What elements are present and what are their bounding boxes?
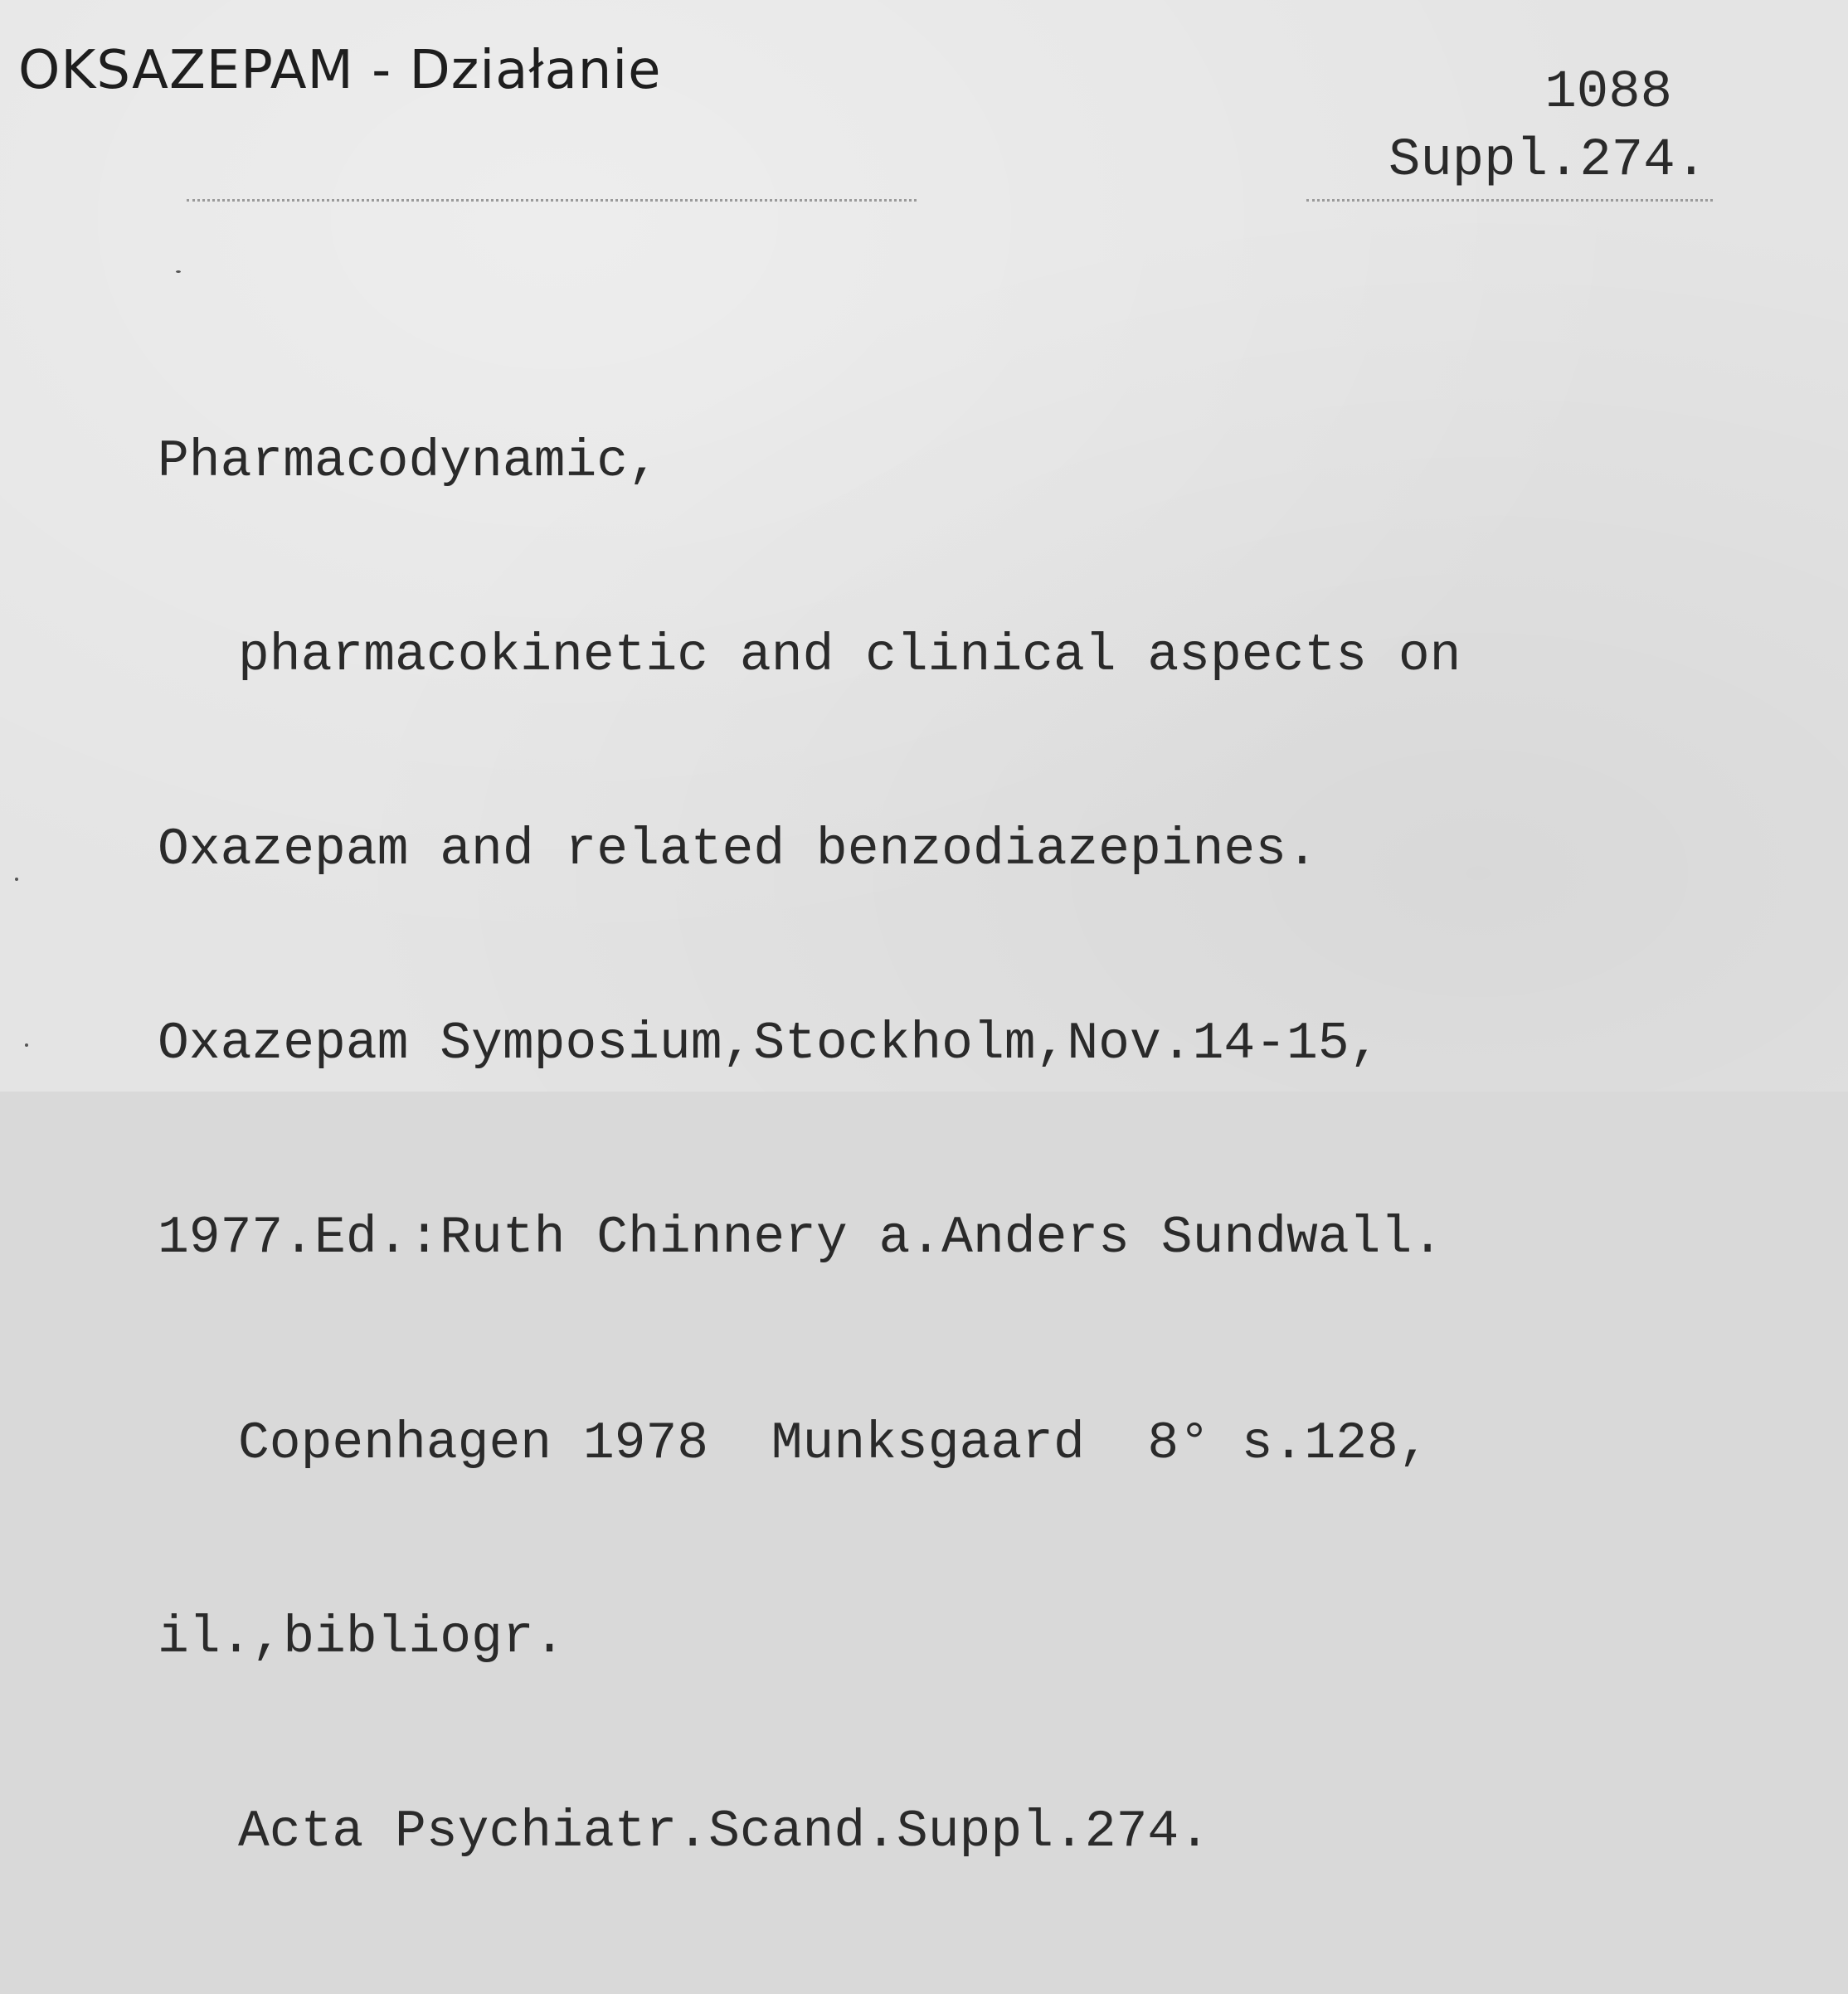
- collation-line: il.,bibliogr.: [158, 1608, 566, 1667]
- card-speck: [176, 270, 181, 273]
- title-line-2: pharmacokinetic and clinical aspects on: [238, 626, 1461, 685]
- subject-heading: OKSAZEPAM - Działanie: [18, 40, 662, 101]
- series-line: Acta Psychiatr.Scand.Suppl.274.: [238, 1802, 1210, 1861]
- card-speck: [25, 1043, 28, 1047]
- dotted-rule-left: [187, 199, 917, 202]
- call-supplement: Suppl.274.: [1388, 131, 1707, 191]
- title-line-4: Oxazepam Symposium,Stockholm,Nov.14-15,: [158, 1014, 1381, 1073]
- title-line-3: Oxazepam and related benzodiazepines.: [158, 820, 1318, 879]
- imprint-line: Copenhagen 1978 Munksgaard 8° s.128,: [238, 1414, 1430, 1473]
- title-line-5: 1977.Ed.:Ruth Chinnery a.Anders Sundwall.: [158, 1209, 1444, 1267]
- call-number: 1088: [1544, 63, 1672, 123]
- dotted-rule-right: [1306, 199, 1713, 202]
- title-line-1: Pharmacodynamic,: [158, 432, 659, 491]
- card-speck: [15, 878, 18, 881]
- bibliographic-entry: [158, 300, 1461, 1994]
